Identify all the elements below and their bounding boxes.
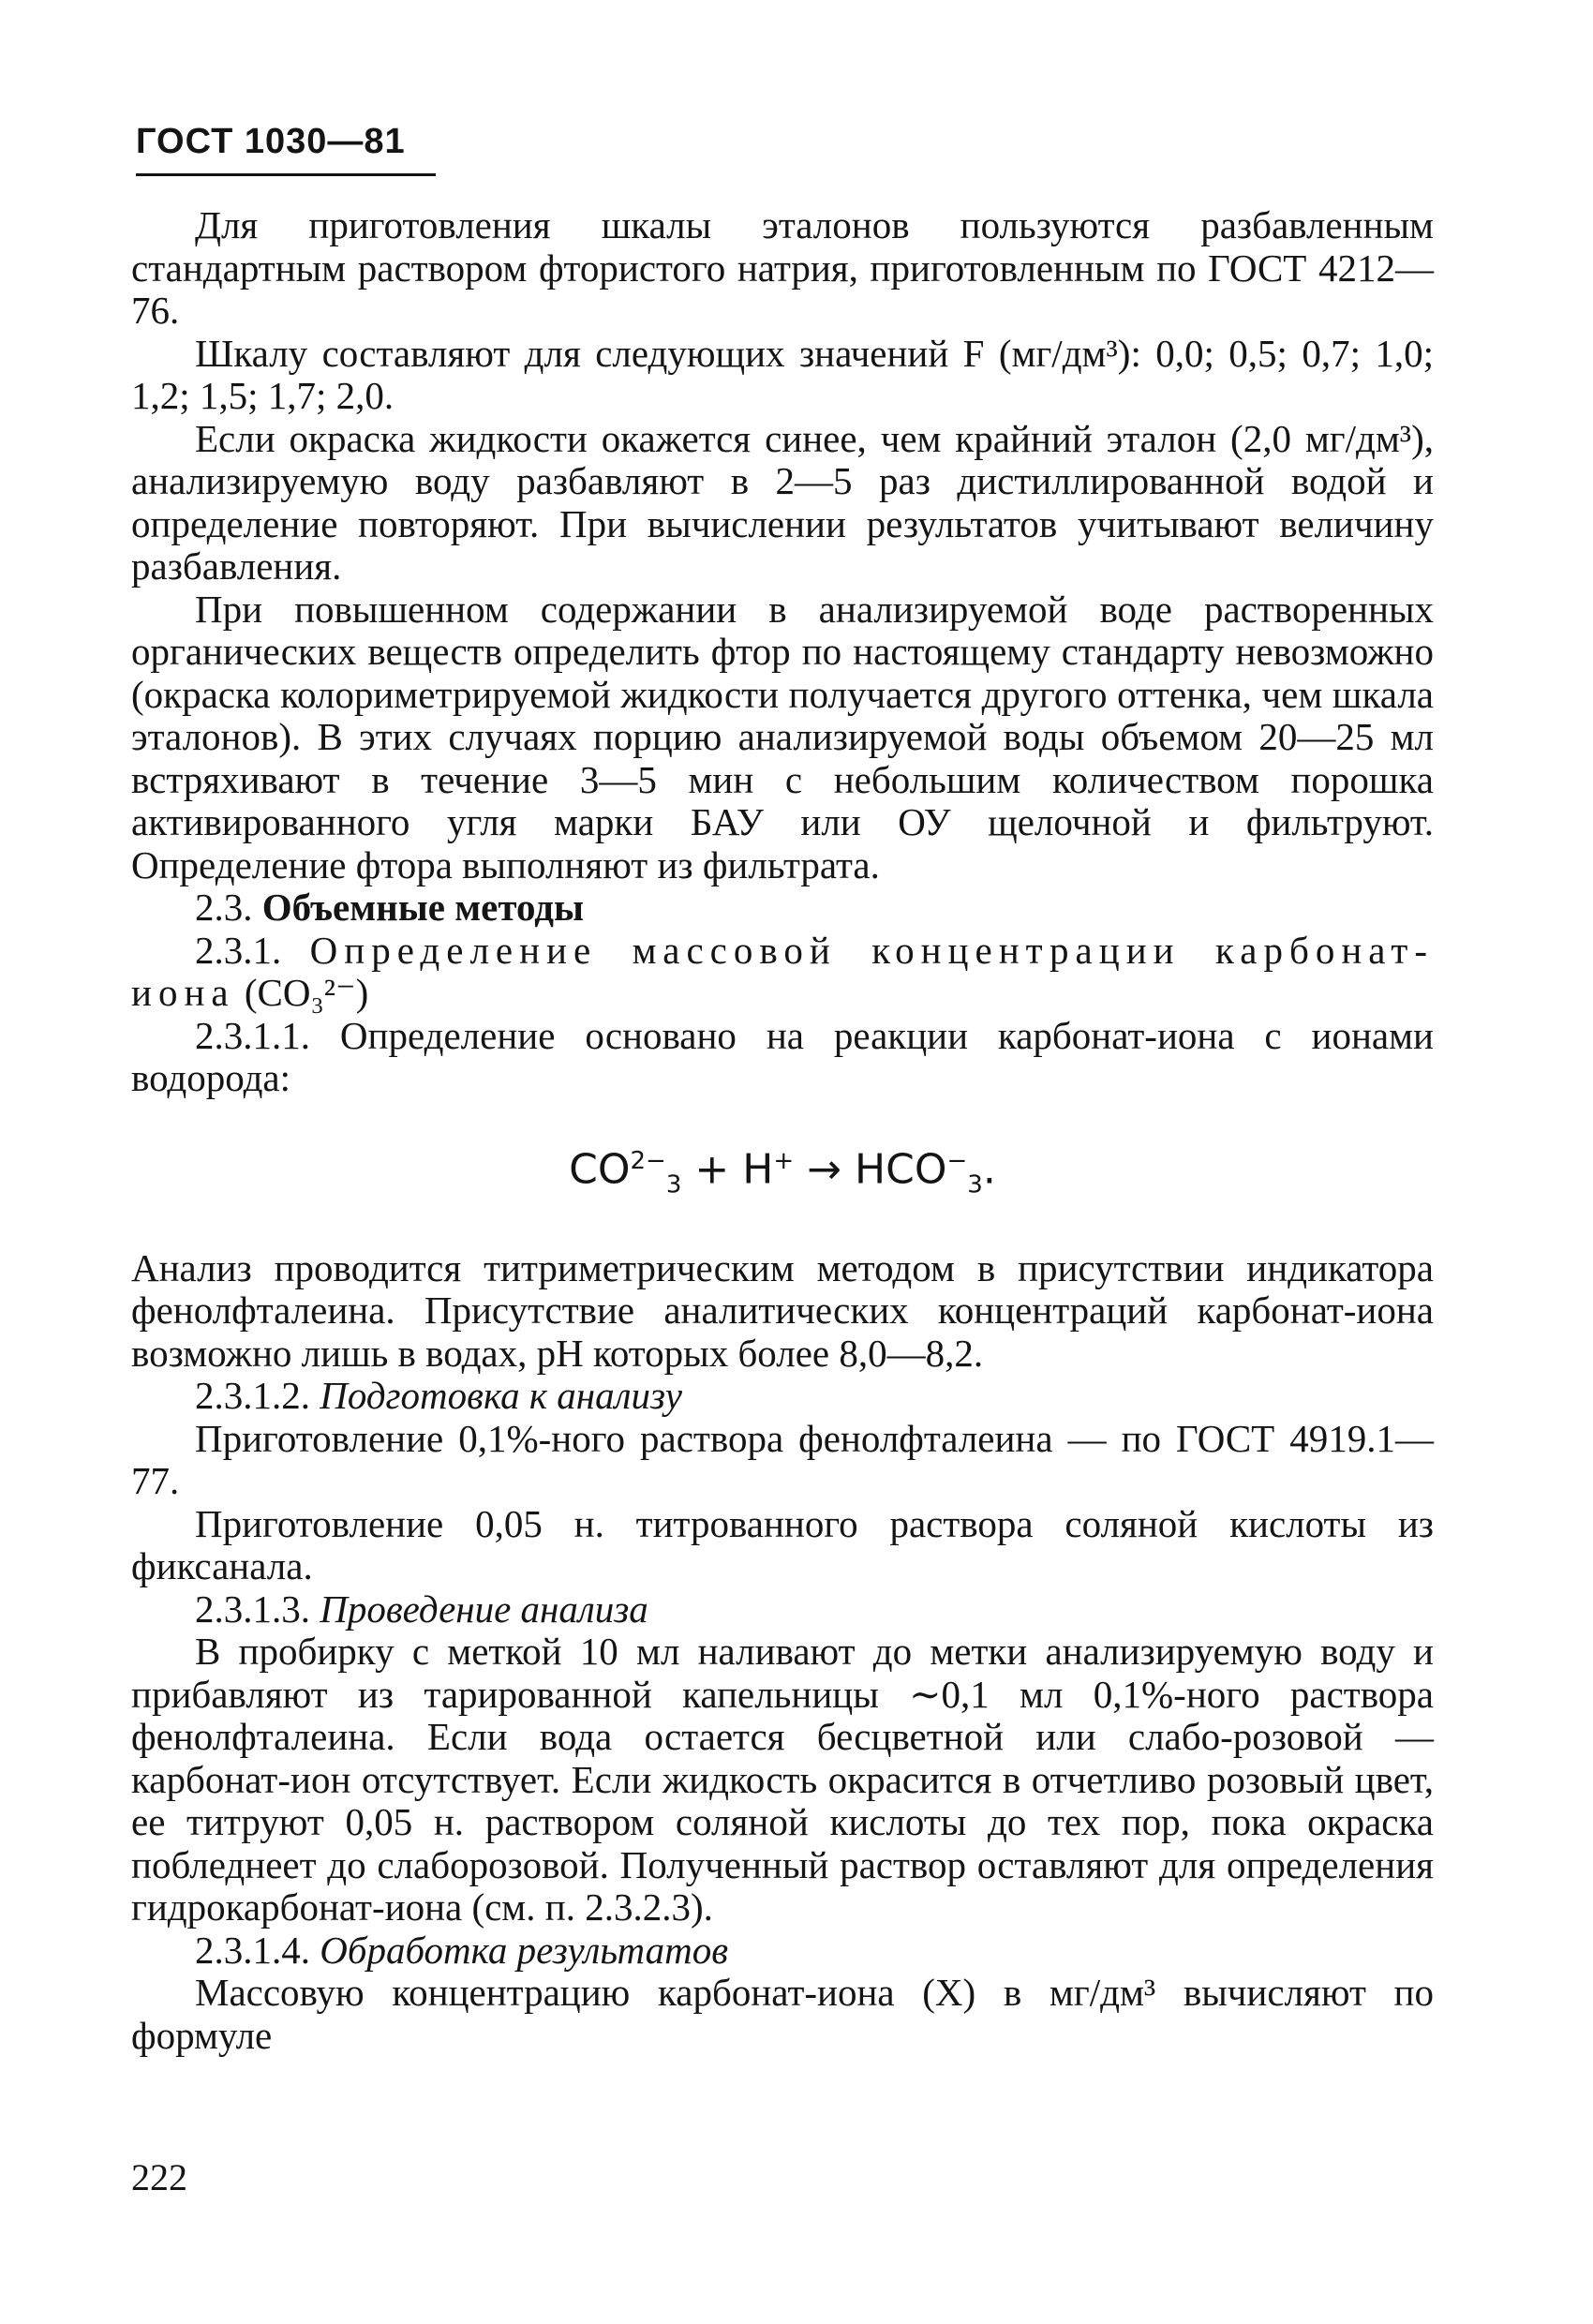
section-number: 2.3.1.: [195, 928, 282, 972]
hydrogen-ion: H+: [742, 1145, 795, 1194]
body-text: [131, 204, 1434, 2057]
paragraph-result-formula-intro: Массовую концентрацию карбонат-иона (X) в мг/дм³ вычисляют по формуле: [131, 1971, 1434, 2057]
section-title: Обработка результатов: [320, 1928, 729, 1972]
page-number: 222: [131, 2156, 187, 2198]
section-number: 2.3.1.2.: [195, 1374, 310, 1418]
section-heading-2-3-1-3: [131, 1588, 1434, 1631]
carbonate-ion: $CO^{2-}_3$: [569, 1145, 682, 1199]
document-header: ГОСТ 1030—81: [136, 122, 406, 161]
paragraph-dilution: Если окраска жидкости окажется синее, чем крайний эталон (2,0 мг/дм³), анализируемую воду разбавляют в 2—5 раз дистиллированной водой и определение повторяют. При вычислении результатов учитывают величину разбавления.: [131, 416, 1434, 588]
section-title: Объемные методы: [261, 886, 585, 929]
section-number: 2.3.: [195, 886, 253, 929]
paragraph-phenolphthalein-prep: Приготовление 0,1%-ного раствора фенолфталеина — по ГОСТ 4919.1—77.: [131, 1416, 1434, 1503]
paragraph-scale-values: Шкалу составляют для следующих значений F (мг/дм³): 0,0; 0,5; 0,7; 1,0; 1,2; 1,5; 1,7; 2,0.: [131, 331, 1434, 417]
reaction-arrow: →: [807, 1145, 842, 1194]
section-title: Подготовка к анализу: [320, 1374, 682, 1418]
section-title: Определение массовой концентрации карбонат-иона: [131, 928, 1435, 1014]
plus-sign: +: [694, 1145, 730, 1194]
paragraph-organic-substances: При повышенном содержании в анализируемой воде растворенных органических веществ определить фтор по настоящему стандарту невозможно (окраска колориметрируемой жидкости получается другого оттенка, чем шкала эталонов). В этих случаях порцию анализируемой воды объемом 20—25 мл встряхивают в течение 3—5 мин с небольшим количеством порошка активированного угля марки БАУ или ОУ щелочной и фильтруют. Определение фтора выполняют из фильтрата.: [131, 587, 1434, 886]
section-heading-2-3-1-2: [131, 1375, 1434, 1418]
section-number: 2.3.1.3.: [195, 1587, 310, 1631]
paragraph-analysis-method: Анализ проводится титриметрическим методом в присутствии индикатора фенолфталеина. Присутствие аналитических концентраций карбонат-иона возможно лишь в водах, pH которых более 8,0—8,2.: [131, 1245, 1434, 1375]
section-ion: (CO₃²⁻): [244, 971, 369, 1014]
paragraph-acid-prep: Приготовление 0,05 н. титрованного раствора соляной кислоты из фиксанала.: [131, 1501, 1434, 1588]
section-heading-2-3-1-4: [131, 1929, 1434, 1973]
section-heading-2-3-1: [131, 930, 1434, 1015]
paragraph-standards-scale: Для приготовления шкалы эталонов пользуются разбавленным стандартным раствором фтористого натрия, приготовленным по ГОСТ 4212—76.: [131, 203, 1434, 332]
paragraph-procedure: В пробирку с меткой 10 мл наливают до метки анализируемую воду и прибавляют из тарированной капельницы ∼0,1 мл 0,1%-ного раствора фенолфталеина. Если вода остается бесцветной или слабо-розовой — карбонат-ион отсутствует. Если жидкость окрасится в отчетливо розовый цвет, ее титруют 0,05 н. раствором соляной кислоты до тех пор, пока окраска побледнеет до слаборозовой. Полученный раствор оставляют для определения гидрокарбонат-иона (см. п. 2.3.2.3).: [131, 1630, 1434, 1929]
header-underline: [136, 173, 436, 176]
bicarbonate-ion: $HCO^-_3$.: [855, 1145, 996, 1199]
section-number: 2.3.1.4.: [195, 1928, 310, 1972]
section-title: Проведение анализа: [320, 1587, 648, 1631]
section-heading-2-3: [131, 886, 1434, 930]
paragraph-reaction-basis: 2.3.1.1. Определение основано на реакции карбонат-иона с ионами водорода:: [131, 1013, 1434, 1099]
reaction-formula: [131, 1138, 1434, 1208]
